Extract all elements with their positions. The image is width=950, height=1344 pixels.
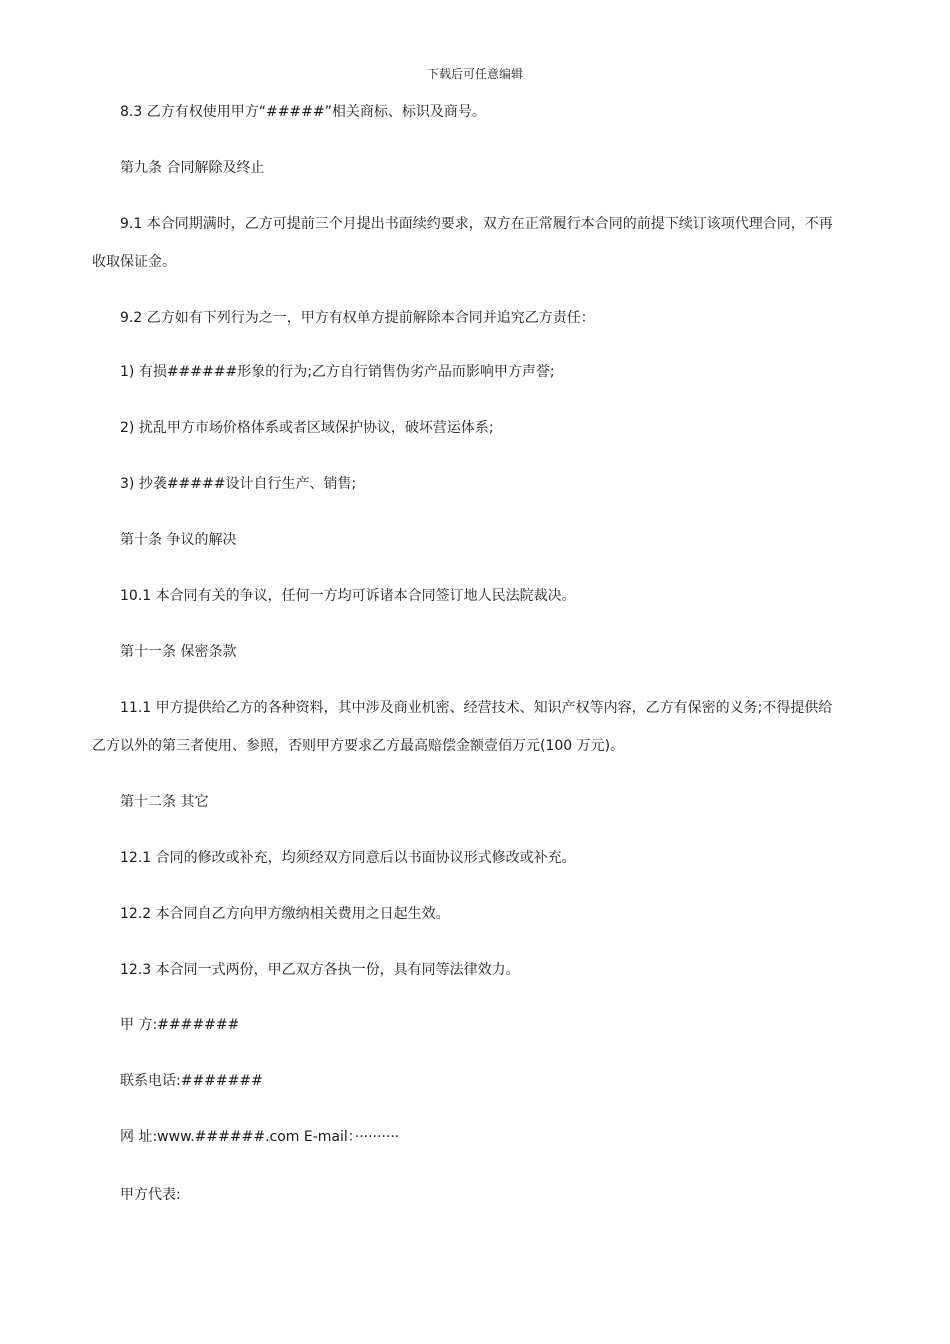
contact-phone: 联系电话:####### <box>120 1073 263 1089</box>
clause-9-2-item-2: 2) 扰乱甲方市场价格体系或者区域保护协议，破坏营运体系; <box>120 420 494 436</box>
clause-12-1: 12.1 合同的修改或补充，均须经双方同意后以书面协议形式修改或补充。 <box>120 850 576 866</box>
clause-9-1-continued: 收取保证金。 <box>92 254 176 270</box>
clause-10-1: 10.1 本合同有关的争议，任何一方均可诉诸本合同签订地人民法院裁决。 <box>120 588 576 604</box>
clause-9-2-item-1: 1) 有损######形象的行为;乙方自行销售伪劣产品而影响甲方声誉; <box>120 364 555 380</box>
article-10-heading: 第十条 争议的解决 <box>120 532 237 548</box>
article-11-heading: 第十一条 保密条款 <box>120 644 237 660</box>
clause-12-3: 12.3 本合同一式两份，甲乙双方各执一份，具有同等法律效力。 <box>120 962 520 978</box>
clause-11-1: 11.1 甲方提供给乙方的各种资料，其中涉及商业机密、经营技术、知识产权等内容，乙方有保密的义务;不得提供给 <box>120 700 833 716</box>
clause-11-1-continued: 乙方以外的第三者使用、参照，否则甲方要求乙方最高赔偿金额壹佰万元(100 万元)。 <box>92 738 625 754</box>
clause-9-2-item-3: 3) 抄袭#####设计自行生产、销售; <box>120 476 357 492</box>
party-a-representative: 甲方代表: <box>120 1187 181 1203</box>
clause-9-2: 9.2 乙方如有下列行为之一，甲方有权单方提前解除本合同并追究乙方责任： <box>120 310 595 326</box>
article-9-heading: 第九条 合同解除及终止 <box>120 160 265 176</box>
clause-8-3: 8.3 乙方有权使用甲方“#####”相关商标、标识及商号。 <box>120 104 486 120</box>
party-a-name: 甲 方:####### <box>120 1017 240 1033</box>
clause-9-1: 9.1 本合同期满时，乙方可提前三个月提出书面续约要求，双方在正常履行本合同的前提下续订该项代理合同，不再 <box>120 216 833 232</box>
page-header: 下载后可任意编辑 <box>426 67 523 81</box>
article-12-heading: 第十二条 其它 <box>120 794 209 810</box>
website-email: 网 址:www.######.com E-mail：·········· <box>120 1129 400 1145</box>
clause-12-2: 12.2 本合同自乙方向甲方缴纳相关费用之日起生效。 <box>120 906 450 922</box>
